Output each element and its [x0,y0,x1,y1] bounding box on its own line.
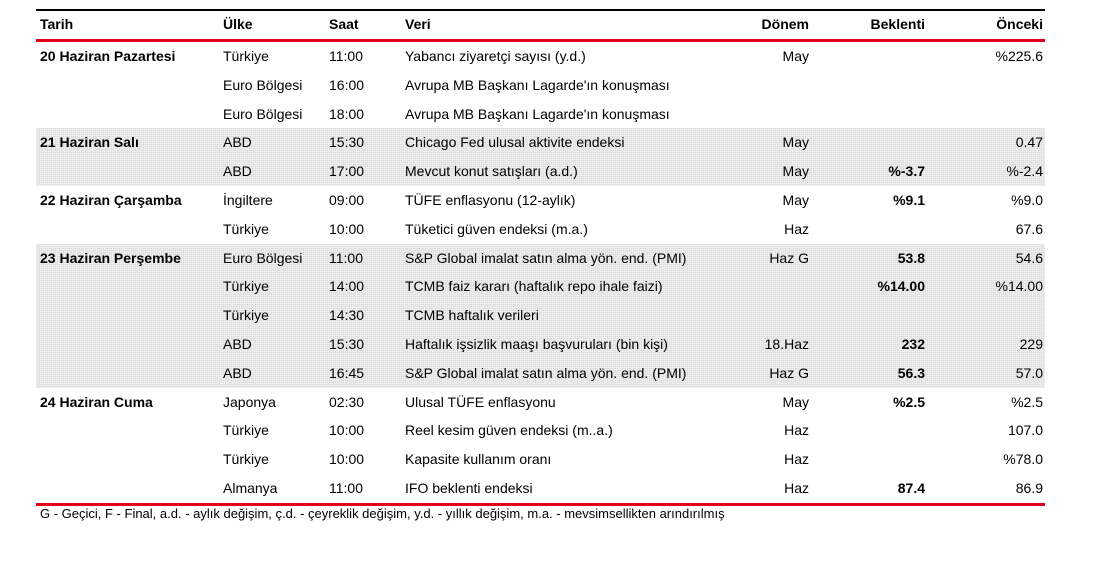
row-previous: %2.5 [1011,393,1043,410]
row-country: Türkiye [223,307,269,324]
table-row [36,388,1045,417]
row-country: ABD [223,163,252,180]
row-time: 18:00 [329,105,365,122]
row-date: 22 Haziran Çarşamba [40,191,182,208]
row-country: ABD [223,134,252,151]
economic-calendar-table [36,9,1045,506]
row-data: Avrupa MB Başkanı Lagarde'ın konuşması [405,105,670,122]
row-period: Haz [784,479,809,496]
table-row [36,128,1045,157]
row-time: 11:00 [329,48,363,64]
row-country: Türkiye [223,220,269,237]
row-data: Yabancı ziyaretçi sayısı (y.d.) [405,48,586,64]
table-row [36,474,1045,503]
table-row [36,71,1045,100]
row-period: May [782,163,809,180]
row-time: 14:30 [329,307,365,324]
row-country: Japonya [223,393,276,410]
row-time: 14:00 [329,278,365,295]
row-expectation: %9.1 [893,191,925,208]
row-time: 17:00 [329,163,365,180]
row-previous: 54.6 [1015,249,1043,266]
row-data: Chicago Fed ulusal aktivite endeksi [405,134,625,151]
row-previous: 57.0 [1015,364,1043,381]
row-expectation: 232 [901,335,925,352]
row-previous: 86.9 [1015,479,1043,496]
row-data: Ulusal TÜFE enflasyonu [405,393,556,410]
row-previous: 0.47 [1015,134,1043,151]
row-previous: %14.00 [995,278,1043,295]
row-previous: %78.0 [1003,451,1043,468]
header-data: Veri [405,16,431,32]
row-data: Avrupa MB Başkanı Lagarde'ın konuşması [405,76,670,93]
row-country: Almanya [223,479,278,496]
row-date: 20 Haziran Pazartesi [40,48,176,64]
row-period: Haz [784,451,809,468]
table-row [36,215,1045,244]
table-row [36,272,1045,301]
row-data: S&P Global imalat satın alma yön. end. (PMI) [405,249,687,266]
row-data: Reel kesim güven endeksi (m..a.) [405,422,613,439]
row-time: 10:00 [329,422,365,439]
row-country: Türkiye [223,422,269,439]
header-period: Dönem [761,16,809,32]
row-time: 15:30 [329,335,365,352]
row-period: May [782,134,809,151]
table-row [36,301,1045,330]
row-previous: %-2.4 [1006,163,1043,180]
row-country: İngiltere [223,191,273,208]
day-group [36,186,1045,244]
row-time: 11:00 [329,249,363,266]
table-row [36,359,1045,388]
row-previous: 67.6 [1015,220,1043,237]
row-time: 02:30 [329,393,365,410]
table-row [36,100,1045,129]
row-data: Tüketici güven endeksi (m.a.) [405,220,588,237]
header-date: Tarih [40,16,74,32]
row-period: Haz G [769,364,809,381]
day-group [36,128,1045,186]
row-date: 21 Haziran Salı [40,134,139,151]
row-expectation: %14.00 [877,278,925,295]
row-data: TÜFE enflasyonu (12-aylık) [405,191,576,208]
row-time: 10:00 [329,451,365,468]
row-time: 09:00 [329,191,365,208]
row-period: 18.Haz [764,335,809,352]
row-expectation: %-3.7 [888,163,925,180]
row-data: Mevcut konut satışları (a.d.) [405,163,578,180]
row-data: TCMB haftalık verileri [405,307,539,324]
table-row [36,330,1045,359]
row-previous: %225.6 [995,48,1043,64]
row-expectation: 56.3 [897,364,925,381]
row-country: ABD [223,364,252,381]
table-header [36,9,1045,42]
row-date: 23 Haziran Perşembe [40,249,181,266]
row-expectation: 87.4 [897,479,925,496]
row-time: 11:00 [329,479,363,496]
day-group [36,42,1045,128]
row-expectation: 53.8 [897,249,925,266]
row-country: Türkiye [223,48,269,64]
row-time: 10:00 [329,220,365,237]
row-period: Haz G [769,249,809,266]
row-expectation: %2.5 [893,393,925,410]
row-country: Euro Bölgesi [223,249,303,266]
row-period: Haz [784,220,809,237]
row-country: Türkiye [223,278,269,295]
table-body [36,42,1045,503]
row-previous: %9.0 [1011,191,1043,208]
row-previous: 229 [1019,335,1043,352]
row-previous: 107.0 [1007,422,1043,439]
row-period: Haz [784,422,809,439]
row-time: 16:45 [329,364,365,381]
row-country: Euro Bölgesi [223,105,303,122]
row-data: TCMB faiz kararı (haftalık repo ihale faizi) [405,278,663,295]
table-row [36,157,1045,186]
row-period: May [782,191,809,208]
header-time: Saat [329,16,359,32]
row-data: S&P Global imalat satın alma yön. end. (PMI) [405,364,687,381]
header-expectation: Beklenti [870,16,925,32]
row-period: May [782,48,809,64]
row-country: Türkiye [223,451,269,468]
table-row [36,445,1045,474]
row-time: 15:30 [329,134,365,151]
row-time: 16:00 [329,76,365,93]
row-country: ABD [223,335,252,352]
row-country: Euro Bölgesi [223,76,303,93]
table-row [36,186,1045,215]
row-date: 24 Haziran Cuma [40,393,153,410]
header-country: Ülke [223,16,253,32]
row-period: May [782,393,809,410]
row-data: Kapasite kullanım oranı [405,451,552,468]
table-row [36,42,1045,71]
row-data: IFO beklenti endeksi [405,479,533,496]
day-group [36,388,1045,503]
table-row [36,244,1045,273]
day-group [36,244,1045,388]
footnote: G - Geçici, F - Final, a.d. - aylık değişim, ç.d. - çeyreklik değişim, y.d. - yıllık değişim, m.a. - mevsimsellikten arındırılmış [40,506,725,521]
table-row [36,416,1045,445]
header-previous: Önceki [996,16,1043,32]
row-data: Haftalık işsizlik maaşı başvuruları (bin kişi) [405,335,668,352]
